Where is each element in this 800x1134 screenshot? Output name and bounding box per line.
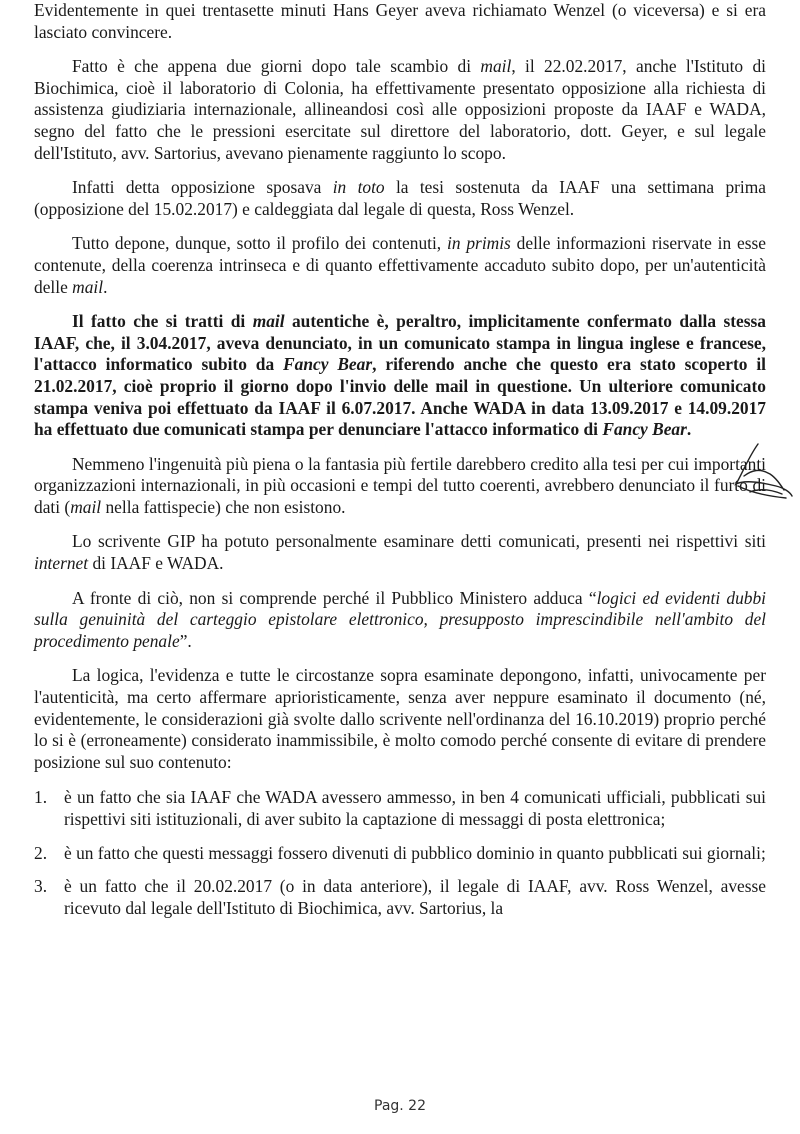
paragraph-4: Tutto depone, dunque, sotto il profilo dei contenuti, in primis delle informazioni riservate in esse contenute, della coerenza intrinseca e di quanto effettivamente accaduto subito dopo, per un'autenticità delle mail. [34, 233, 766, 297]
page-footer [0, 1096, 800, 1118]
handwritten-signature [730, 440, 794, 510]
page-number: Pag. 22 [374, 1098, 426, 1114]
list-item-number: 1. [34, 787, 48, 808]
list-item [34, 843, 766, 865]
list-item [34, 876, 766, 919]
paragraph-9: La logica, l'evidenza e tutte le circostanze sopra esaminate depongono, infatti, univocamente per l'autenticità, ma certo affermare aprioristicamente, senza aver neppure esaminato il documento (né, evidentemente, le considerazioni già svolte dallo scrivente nell'ordinanza del 16.10.2019) proprio perché lo si è (erroneamente) considerato inammissibile, è molto comodo perché consente di evitare di prendere posizione sul suo contenuto: [34, 665, 766, 772]
paragraph-8: A fronte di ciò, non si comprende perché il Pubblico Ministero adduca “logici ed evidenti dubbi sulla genuinità del carteggio epistolare elettronico, presupposto imprescindibile nell'ambito del procedimento penale”. [34, 587, 767, 651]
paragraph-1: Evidentemente in quei trentasette minuti Hans Geyer aveva richiamato Wenzel (o viceversa) e si era lasciato convincere. [34, 0, 766, 42]
list-item-text: è un fatto che il 20.02.2017 (o in data anteriore), il legale di IAAF, avv. Ross Wenzel, avesse ricevuto dal legale dell'Istituto di Biochimica, avv. Sartorius, la [64, 876, 766, 918]
paragraph-2: Fatto è che appena due giorni dopo tale scambio di mail, il 22.02.2017, anche l'Istituto di Biochimica, cioè il laboratorio di Colonia, ha effettivamente presentato opposizione alla richiesta di assistenza giudiziaria internazionale, allineandosi così alle opposizioni proposte da IAAF e WADA, segno del fatto che le pressioni esercitate sul direttore del laboratorio, dott. Geyer, e sul legale dell'Istituto, avv. Sartorius, avevano pienamente raggiunto lo scopo. [34, 56, 767, 163]
list-item [34, 787, 766, 830]
document-body [34, 0, 766, 931]
paragraph-3: Infatti detta opposizione sposava in toto la tesi sostenuta da IAAF una settimana prima (opposizione del 15.02.2017) e caldeggiata dal legale di questa, Ross Wenzel. [34, 177, 767, 219]
list-item-number: 3. [34, 876, 48, 897]
list-item-text: è un fatto che questi messaggi fossero divenuti di pubblico dominio in quanto pubblicati sui giornali; [64, 842, 766, 863]
list-item-text: è un fatto che sia IAAF che WADA avessero ammesso, in ben 4 comunicati ufficiali, pubblicati sui rispettivi siti istituzionali, di aver subito la captazione di messaggi di posta elettronica; [64, 787, 766, 829]
list-item-number: 2. [34, 842, 48, 863]
paragraph-6: Nemmeno l'ingenuità più piena o la fantasia più fertile darebbero credito alla tesi per cui importanti organizzazioni internazionali, in più occasioni e tempi del tutto coerenti, avrebbero denunciato il furto di dati (mail nella fattispecie) che non esistono. [34, 453, 766, 517]
paragraph-5-bold: Il fatto che si tratti di mail autentiche è, peraltro, implicitamente confermato dalla stessa IAAF, che, il 3.04.2017, aveva denunciato, in un comunicato stampa in lingua inglese e francese, l'attacco informatico subito da Fancy Bear, riferendo anche che questo era stato scoperto il 21.02.2017, cioè proprio il giorno dopo l'invio delle mail in questione. Un ulteriore comunicato stampa veniva poi effettuato da IAAF il 6.07.2017. Anche WADA in data 13.09.2017 e 14.09.2017 ha effettuato due comunicati stampa per denunciare l'attacco informatico di Fancy Bear. [34, 311, 766, 440]
numbered-list [34, 787, 766, 919]
paragraph-7: Lo scrivente GIP ha potuto personalmente esaminare detti comunicati, presenti nei rispettivi siti internet di IAAF e WADA. [34, 531, 766, 574]
